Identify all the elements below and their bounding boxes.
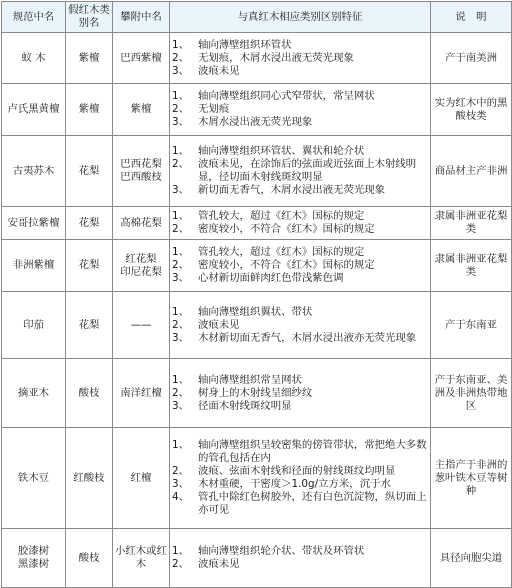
feature-item: 2、 波痕未见 <box>172 558 240 570</box>
alias-text: 巴西花梨 <box>120 158 162 170</box>
standard-name-cell: 摘亚木 <box>2 359 66 428</box>
table-row <box>2 359 512 428</box>
table-row <box>2 84 512 136</box>
note-cell: 产于东南亚 <box>431 292 512 359</box>
table-row <box>2 240 512 292</box>
category-cell: 花梨 <box>66 207 113 240</box>
alias-text: 南洋红檀 <box>120 386 162 399</box>
feature-item: 2、 树身上的木射线呈细纱纹 <box>172 386 313 399</box>
category-cell: 花梨 <box>66 240 113 292</box>
header-alias-name: 攀附中名 <box>113 2 170 33</box>
note-cell: 实为红木中的黑酸枝类 <box>431 84 512 136</box>
feature-item: 2、 波痕未见 <box>172 318 240 331</box>
feature-item: 1、 轴向薄壁组织同心式窄带状，常呈网状 <box>172 90 375 102</box>
standard-name-cell: 蚁 木 <box>2 33 66 84</box>
table-row <box>2 428 512 529</box>
feature-item: 3、 波痕未见 <box>172 64 240 77</box>
features-cell <box>170 359 431 428</box>
alias-cell <box>113 84 170 136</box>
header-notes: 说 明 <box>431 2 512 33</box>
feature-item: 1、 轴向薄壁组织轮介状、带状及环管状 <box>172 545 365 557</box>
feature-item: 1、 管孔较大，超过《红木》国标的规定 <box>172 210 365 222</box>
standard-name-cell: 胶漆树 黑漆树 <box>2 529 66 588</box>
features-cell <box>170 136 431 207</box>
header-distinguishing-features: 与真红木相应类别区别特征 <box>170 2 431 33</box>
features-cell <box>170 529 431 588</box>
alias-cell <box>113 428 170 529</box>
alias-cell <box>113 207 170 240</box>
alias-text: 红花梨 <box>125 252 157 265</box>
table-row <box>2 292 512 359</box>
table-row <box>2 33 512 84</box>
features-cell <box>170 207 431 240</box>
alias-cell <box>113 240 170 292</box>
alias-text: 巴西酸枝 <box>120 171 162 183</box>
feature-item: 2、 波痕未见，在涂饰后的弦面或近弦面上木射线明显，径切面木射线斑纹明显 <box>172 158 417 183</box>
category-cell: 紫檀 <box>66 84 113 136</box>
feature-item: 4、 管孔中除红色树胶外，还有白色沉淀物，纵切面上亦可见 <box>172 491 427 516</box>
note-cell: 隶属非洲亚花梨类 <box>431 240 512 292</box>
features-cell <box>170 428 431 529</box>
note-cell: 商品材主产非洲 <box>431 136 512 207</box>
feature-item: 3、 新切面无香气，木屑水浸出液无荧光现象 <box>172 184 386 196</box>
note-cell: 具径向胞尖道 <box>431 529 512 588</box>
standard-name-cell: 非洲紫檀 <box>2 240 66 292</box>
alias-text: 巴西紫檀 <box>120 51 162 64</box>
alias-cell <box>113 529 170 588</box>
features-cell <box>170 292 431 359</box>
alias-text: 红檀 <box>130 471 152 484</box>
wood-comparison-table <box>1 1 512 588</box>
header-standard-name: 规范中名 <box>2 2 66 33</box>
feature-item: 2、 密度较小，不符合《红木》国标的规定 <box>172 223 375 235</box>
feature-item: 1、 轴向薄壁组织环管状、翼状和轮介状 <box>172 145 365 157</box>
standard-name-cell: 印茄 <box>2 292 66 359</box>
table-row <box>2 136 512 207</box>
feature-item: 2、 波痕、弦面木射线和径面的射线斑纹均明显 <box>172 465 396 477</box>
feature-item: 1、 轴向薄壁组织翼状、带状 <box>172 305 313 318</box>
feature-item: 1、 轴向薄壁组织常呈网状 <box>172 373 302 386</box>
category-cell: 花梨 <box>66 136 113 207</box>
category-cell: 花梨 <box>66 292 113 359</box>
standard-name-cell: 安哥拉紫檀 <box>2 207 66 240</box>
feature-item: 3、 木屑水浸出液无荧光现象 <box>172 116 313 128</box>
standard-name-cell: 卢氏黑黄檀 <box>2 84 66 136</box>
feature-item: 3、 木材重硬，干密度＞1.0g/立方米，沉于水 <box>172 478 391 490</box>
feature-item: 3、 木材新切面无香气，木屑水浸出液亦无荧光现象 <box>172 331 417 344</box>
alias-cell <box>113 33 170 84</box>
feature-item: 3、 心材新切面鲜肉红色带浅紫色调 <box>172 272 344 284</box>
note-cell: 产于南美洲 <box>431 33 512 84</box>
feature-item: 1、 轴向薄壁组织环管状 <box>172 38 292 51</box>
features-cell <box>170 33 431 84</box>
note-cell: 隶属非洲亚花梨类 <box>431 207 512 240</box>
table-row <box>2 529 512 588</box>
alias-text: 高棉花梨 <box>120 216 162 229</box>
category-cell: 红酸枝 <box>66 428 113 529</box>
alias-text: 紫檀 <box>130 103 152 115</box>
category-cell: 酸枝 <box>66 359 113 428</box>
alias-text: 小红木或红木 <box>115 545 167 570</box>
alias-cell <box>113 292 170 359</box>
table-row <box>2 207 512 240</box>
header-fake-category: 假红木类别名 <box>66 2 113 33</box>
note-cell: 产于东南亚、美洲及非洲热带地区 <box>431 359 512 428</box>
feature-item: 1、 管孔较大，超过《红木》国标的规定 <box>172 246 365 258</box>
features-cell <box>170 240 431 292</box>
feature-item: 1、 轴向薄壁组织呈较密集的傍管带状，常把绝大多数的管孔包括在内 <box>172 439 427 464</box>
standard-name-cell: 古夷苏木 <box>2 136 66 207</box>
feature-item: 3、 径面木射线斑纹明显 <box>172 399 292 412</box>
feature-item: 2、 密度较小，不符合《红木》国标的规定 <box>172 259 375 271</box>
note-cell: 主指产于非洲的葱叶铁木豆等树种 <box>431 428 512 529</box>
alias-cell <box>113 136 170 207</box>
features-cell <box>170 84 431 136</box>
feature-item: 2、 无划痕 <box>172 103 230 115</box>
alias-text: 印尼花梨 <box>120 265 162 278</box>
category-cell: 紫檀 <box>66 33 113 84</box>
category-cell: 酸枝 <box>66 529 113 588</box>
alias-text: —— <box>130 318 152 331</box>
standard-name-cell: 铁木豆 <box>2 428 66 529</box>
header-row <box>2 2 512 33</box>
alias-cell <box>113 359 170 428</box>
feature-item: 2、 无划痕，木屑水浸出液无荧光现象 <box>172 51 354 64</box>
